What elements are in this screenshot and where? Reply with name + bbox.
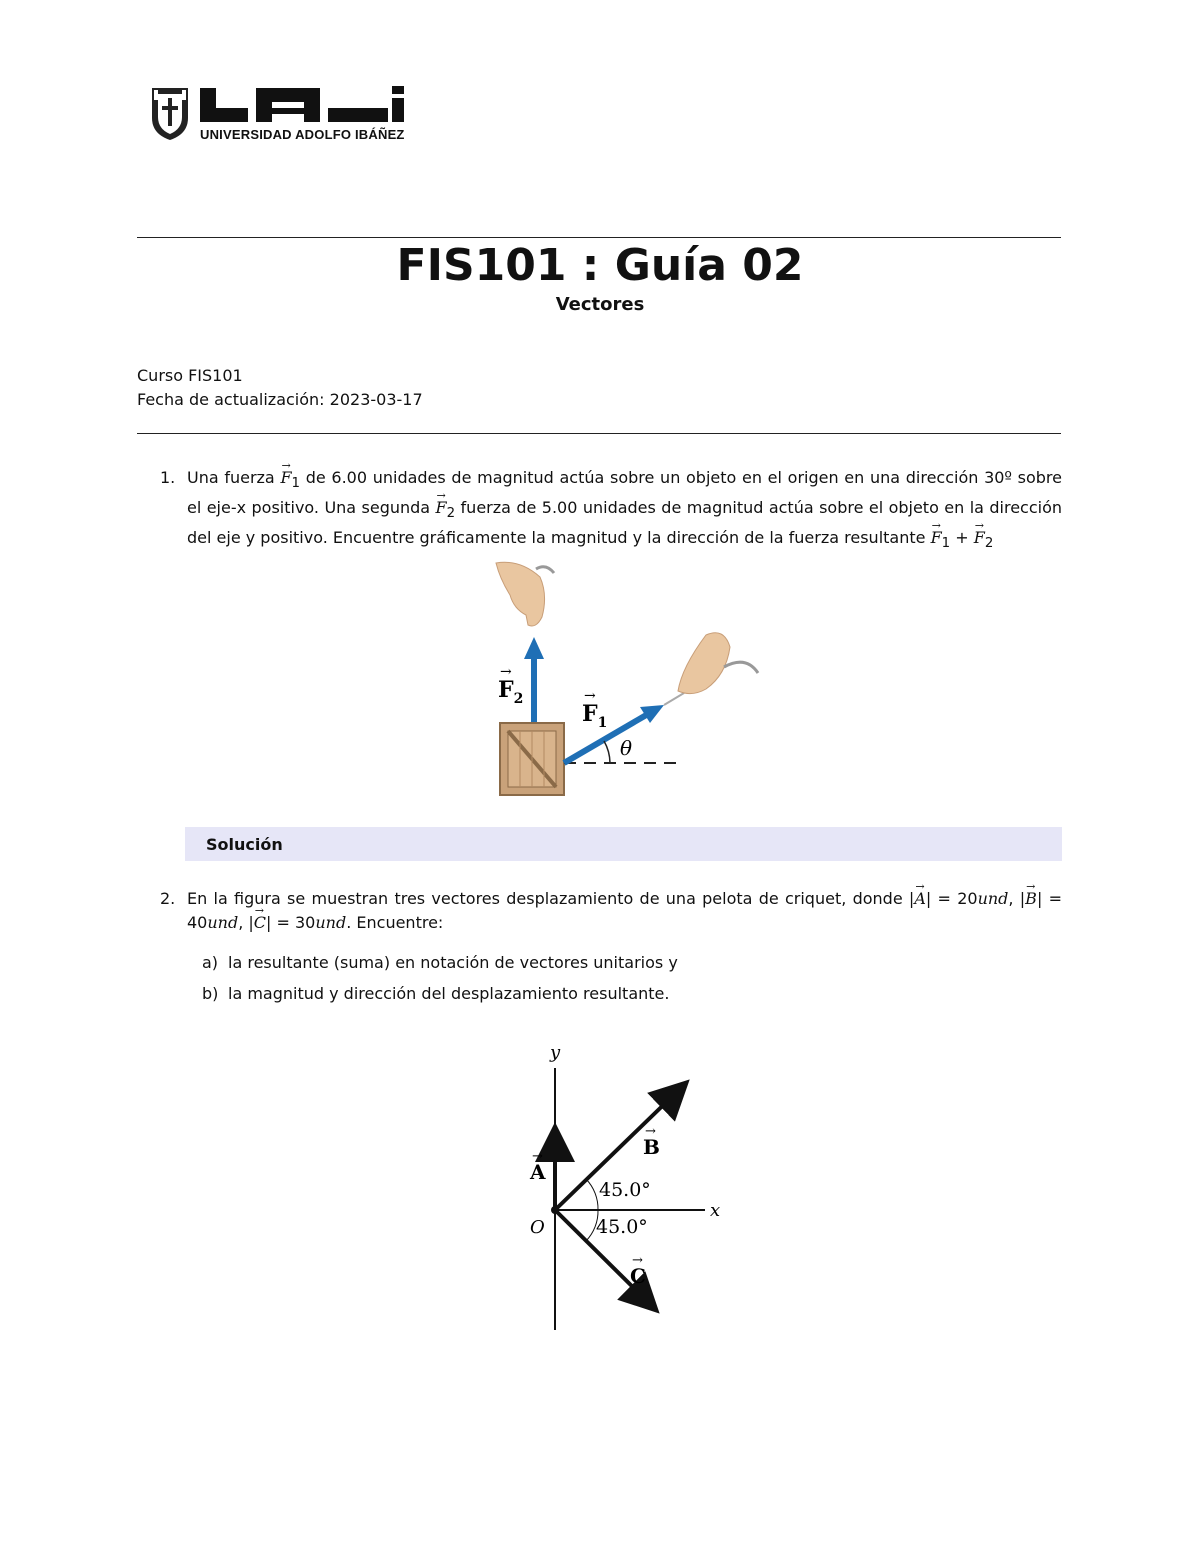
question-1 (160, 466, 1062, 557)
vector-b: → B (1025, 887, 1037, 911)
vector-c-label: C (630, 1264, 646, 1288)
question-2 (160, 887, 1062, 935)
crest-icon (152, 88, 188, 140)
x-axis-label: x (710, 1200, 721, 1221)
vector-c: → C (254, 911, 266, 935)
question-text: Una fuerza → $F_1$ de 6.00 unidades de magnitud actúa sobre un objeto en el origen en una dirección 30º sobre el eje-x positivo. Una segunda → $F_2$ fuerza de 5.00 unidades de magnitud actúa sobre el objeto en la dirección del eje y positivo. Encuentre gráficamente la magnitud y la dirección de la fuerza resultante → $F_1$ + → $F_2$ (187, 466, 1062, 557)
svg-text:→: → (584, 688, 596, 704)
hand-right-icon (678, 633, 758, 694)
theta-label: θ (620, 736, 633, 760)
vector-f2: → F (436, 496, 447, 520)
svg-text:→: → (632, 1253, 643, 1268)
subquestion-a: a) la resultante (suma) en notación de vectores unitarios y (202, 953, 678, 972)
subquestion-b: b) la magnitud y dirección del desplazamiento resultante. (202, 984, 670, 1003)
page-title: FIS101 : Guía 02 (396, 240, 804, 291)
vector-b-label: B (643, 1135, 660, 1159)
svg-text:→: → (500, 664, 512, 680)
header-rule (137, 433, 1061, 434)
y-axis-label: y (550, 1042, 561, 1063)
svg-text:→: → (645, 1124, 656, 1139)
solution-box[interactable] (185, 827, 1062, 861)
vector-a: → A (914, 887, 926, 911)
question-text: En la figura se muestran tres vectores desplazamiento de una pelota de criquet, donde |→ A| = 20und, |→ B| = 40und, |→ C| = 30und. Encuentre: (187, 887, 1062, 935)
force-figure (470, 555, 780, 805)
crate-icon (500, 723, 564, 795)
f2-label: $F_2$ (498, 677, 524, 707)
university-name: UNIVERSIDAD ADOLFO IBÁÑEZ (200, 127, 405, 142)
uai-wordmark (200, 86, 404, 122)
question-number: 2. (160, 889, 176, 908)
question-number: 1. (160, 468, 176, 487)
vectors-figure (510, 1038, 740, 1338)
vector-f1: → F (280, 466, 291, 490)
vector-a-label: A (530, 1160, 546, 1184)
update-date: Fecha de actualización: 2023-03-17 (137, 390, 423, 409)
f1-label: $F_1$ (582, 701, 608, 731)
svg-text:→: → (532, 1149, 543, 1164)
angle-b-label: 45.0° (599, 1179, 651, 1201)
angle-c-label: 45.0° (596, 1216, 648, 1238)
course-line: Curso FIS101 (137, 366, 243, 385)
origin-label: O (530, 1217, 545, 1238)
page-subtitle: Vectores (555, 294, 645, 315)
solution-label: Solución (206, 835, 283, 854)
hand-top-icon (496, 562, 554, 626)
top-rule (137, 237, 1061, 238)
